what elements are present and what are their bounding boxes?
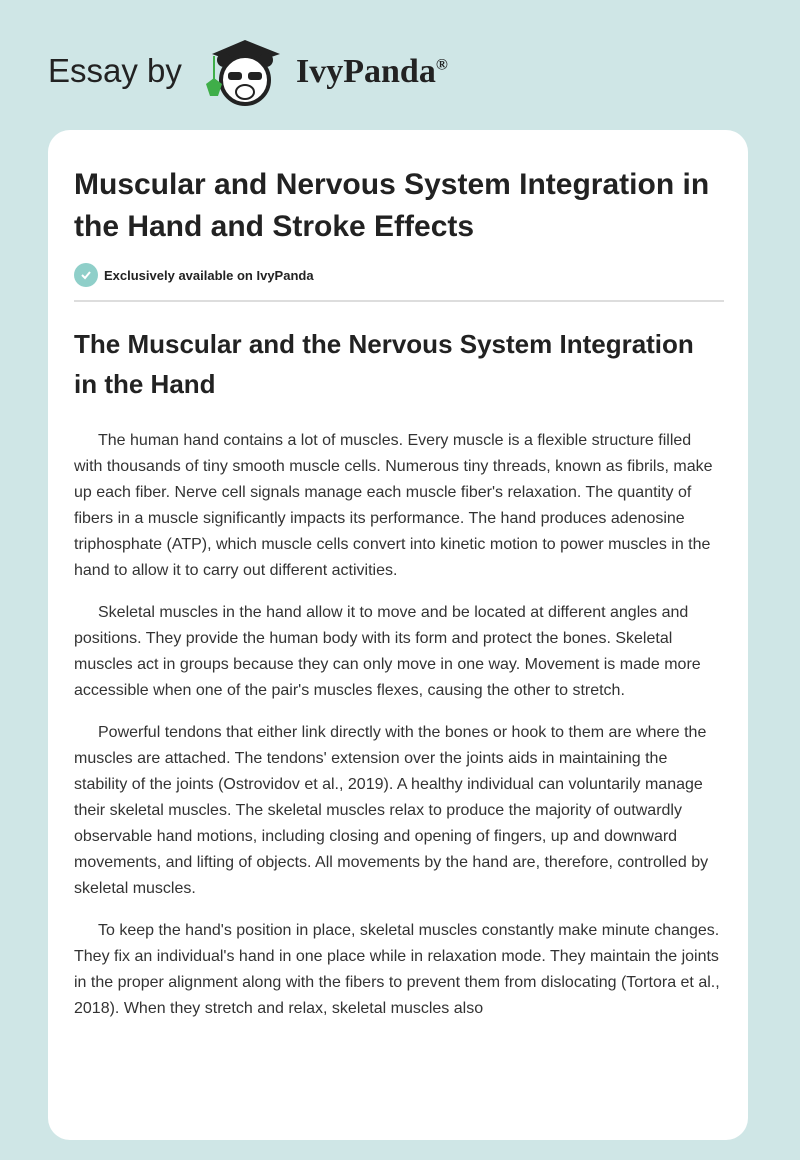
brand-text: IvyPanda	[296, 53, 436, 90]
essay-by-label: Essay by	[48, 52, 182, 89]
check-icon	[74, 263, 98, 287]
page-title: Muscular and Nervous System Integration in the Hand and Stroke Effects	[74, 168, 710, 243]
paragraph: To keep the hand's position in place, skeletal muscles constantly make minute changes. They fix an individual's hand in one place while in relaxation mode. They maintain the joints in the proper alignment along with the fibers to prevent them from dislocating (Tortora et al., 2018). When they stretch and relax, skeletal muscles also	[74, 922, 720, 1017]
essay-card	[48, 130, 748, 1140]
ivypanda-logo-icon[interactable]	[200, 36, 290, 106]
exclusive-badge	[74, 262, 724, 288]
paragraph: The human hand contains a lot of muscles. Every muscle is a flexible structure filled with thousands of tiny smooth muscle cells. Numerous tiny threads, known as fibrils, make up each fiber. Nerve cell signals manage each muscle fiber's relaxation. The quantity of fibers in a muscle significantly impacts its performance. The hand produces adenosine triphosphate (ATP), which muscle cells convert into kinetic motion to power muscles in the hand to allow it to carry out different activities.	[74, 432, 713, 579]
divider	[74, 300, 724, 302]
paragraph: Powerful tendons that either link directly with the bones or hook to them are where the muscles are attached. The tendons' extension over the joints aids in maintaining the stability of the joints (Ostrovidov et al., 2019). A healthy individual can voluntarily manage their skeletal muscles. The skeletal muscles relax to produce the majority of outwardly observable hand motions, including closing and opening of fingers, up and downward movements, and lifting of objects. All movements by the hand are, therefore, controlled by skeletal muscles.	[74, 724, 709, 897]
paragraph: Skeletal muscles in the hand allow it to move and be located at different angles and positions. They provide the human body with its form and protect the bones. Skeletal muscles act in groups because they can only move in one way. Movement is made more accessible when one of the pair's muscles flexes, causing the other to stretch.	[74, 604, 701, 699]
section-heading: The Muscular and the Nervous System Integration in the Hand	[74, 329, 694, 399]
registered-mark: ®	[435, 56, 448, 74]
site-header	[0, 20, 800, 120]
badge-label: Exclusively available on IvyPanda	[104, 267, 314, 283]
brand-name[interactable]	[296, 53, 448, 91]
